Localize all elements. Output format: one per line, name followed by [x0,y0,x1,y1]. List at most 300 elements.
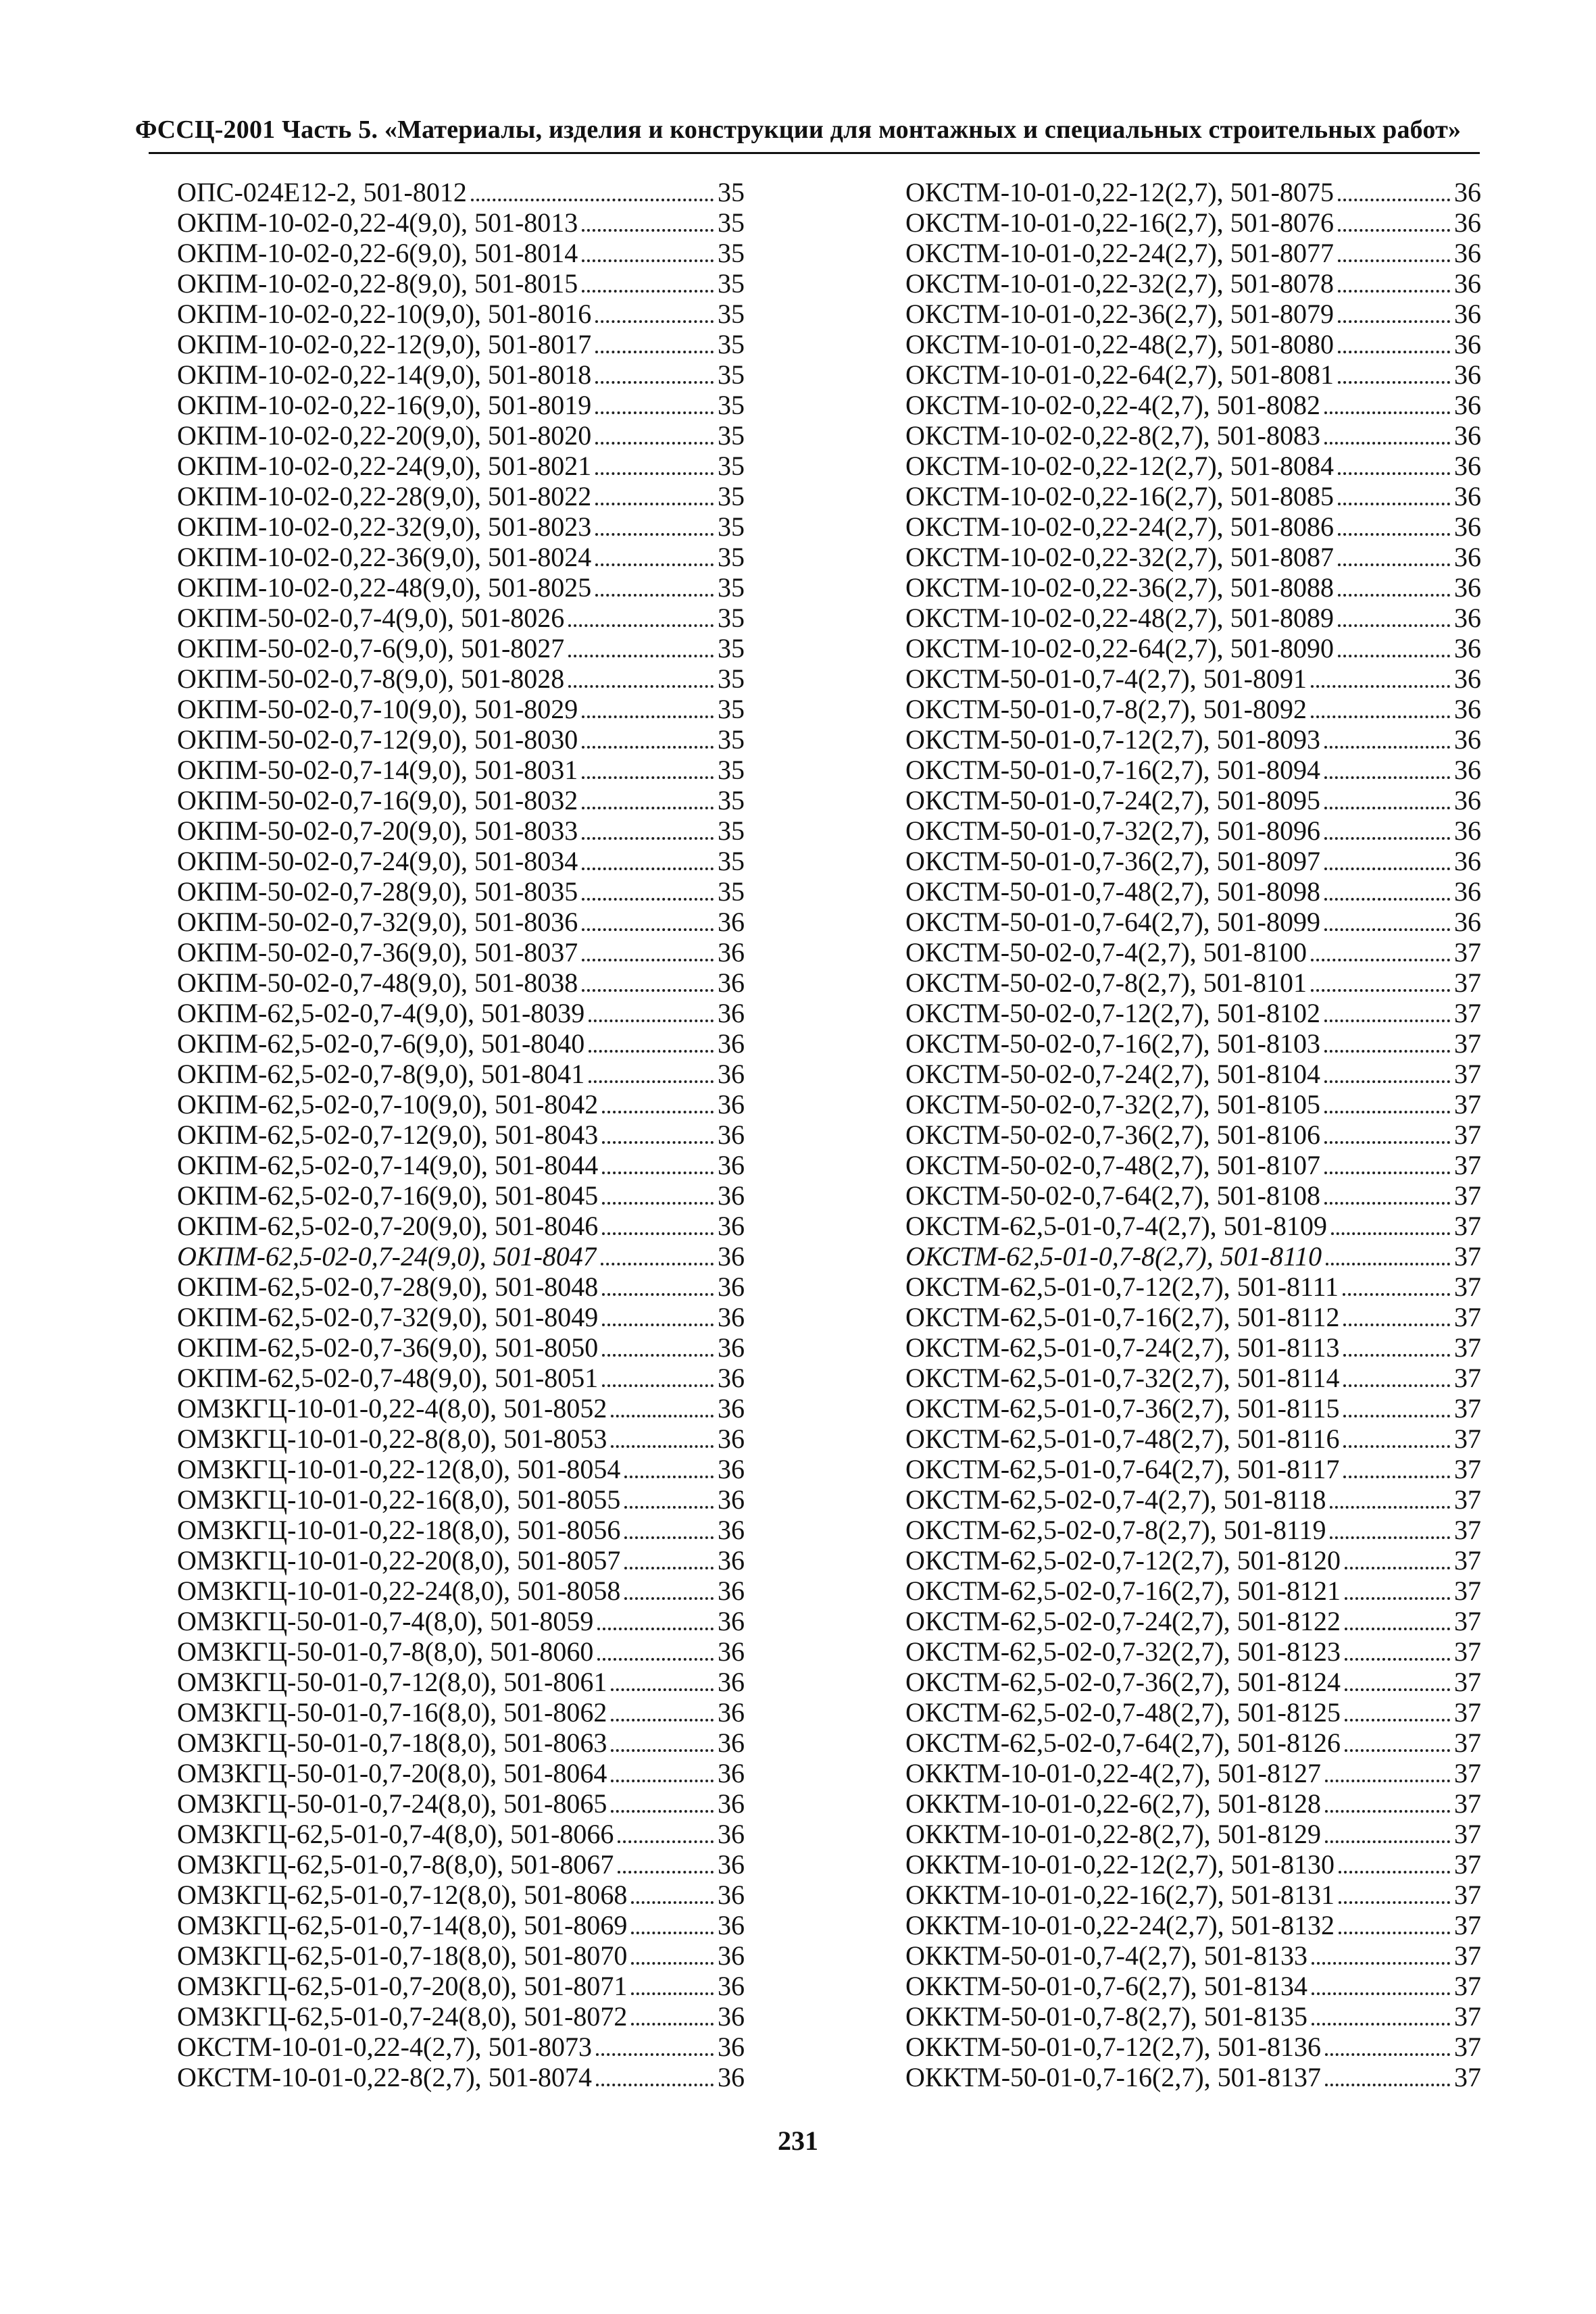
dot-leader [1325,1840,1450,1843]
dot-leader [1338,563,1450,566]
entry-page: 36 [1454,268,1481,299]
entry-page: 36 [718,1424,745,1454]
dot-leader [1345,1628,1450,1630]
entry-name: ОКСТМ-62,5-02-0,7-12(2,7), 501-8120 [905,1545,1341,1576]
index-entry [177,1454,745,1484]
entry-page: 35 [718,572,745,603]
entry-name: ОКСТМ-62,5-01-0,7-12(2,7), 501-8111 [905,1272,1339,1302]
entry-page: 37 [1454,1606,1481,1636]
dot-leader [582,867,714,870]
dot-leader [595,533,714,536]
entry-name: ОКПМ-62,5-02-0,7-32(9,0), 501-8049 [177,1302,599,1332]
dot-leader [1312,1962,1450,1965]
entry-page: 36 [1454,876,1481,907]
dot-leader [589,1020,714,1022]
entry-page: 36 [718,1788,745,1819]
entry-name: ОКСТМ-10-01-0,22-16(2,7), 501-8076 [905,207,1334,238]
entry-name: ОПС-024Е12-2, 501-8012 [177,177,467,207]
index-entry [177,1910,745,1940]
entry-name: ОКПМ-10-02-0,22-48(9,0), 501-8025 [177,572,592,603]
dot-leader [582,898,714,901]
entry-name: ОКСТМ-10-02-0,22-64(2,7), 501-8090 [905,633,1334,663]
entry-page: 36 [1454,694,1481,724]
entry-name: ОКСТМ-50-02-0,7-8(2,7), 501-8101 [905,967,1307,998]
index-entry [177,1028,745,1059]
entry-name: ОКПМ-62,5-02-0,7-10(9,0), 501-8042 [177,1089,599,1120]
entry-page: 36 [718,1302,745,1332]
dot-leader [1343,1354,1450,1357]
entry-page: 36 [1454,207,1481,238]
entry-name: ОКПМ-62,5-02-0,7-28(9,0), 501-8048 [177,1272,599,1302]
index-entry [905,1819,1481,1849]
dot-leader [602,1111,714,1113]
entry-name: ОКПМ-62,5-02-0,7-36(9,0), 501-8050 [177,1332,599,1363]
dot-leader [596,2053,714,2056]
entry-name: ОКПМ-10-02-0,22-16(9,0), 501-8019 [177,390,592,420]
entry-name: ОКСТМ-10-02-0,22-48(2,7), 501-8089 [905,603,1334,633]
entry-page: 36 [1454,907,1481,937]
index-entry [177,420,745,451]
entry-page: 36 [718,1667,745,1697]
entry-page: 36 [1454,633,1481,663]
dot-leader [1339,1901,1450,1904]
dot-leader [602,1232,714,1235]
entry-name: ОМЗКГЦ-50-01-0,7-4(8,0), 501-8059 [177,1606,594,1636]
entry-page: 37 [1454,1028,1481,1059]
dot-leader [611,1719,714,1721]
entry-page: 36 [718,1971,745,2001]
dot-leader [582,989,714,992]
entry-name: ОКПМ-50-02-0,7-32(9,0), 501-8036 [177,907,578,937]
index-entry [905,1545,1481,1576]
index-entry [177,1302,745,1332]
index-entry [177,603,745,633]
dot-leader [595,503,714,505]
dot-leader [1338,655,1450,657]
index-entry [177,359,745,390]
entry-name: ОКСТМ-62,5-01-0,7-32(2,7), 501-8114 [905,1363,1340,1393]
dot-leader [1330,1506,1450,1509]
index-entry [905,481,1481,511]
index-entry [177,177,745,207]
index-entry [177,2001,745,2032]
index-entry [905,1241,1481,1272]
entry-page: 37 [1454,1332,1481,1363]
entry-page: 36 [718,1484,745,1515]
entry-page: 35 [718,542,745,572]
index-entry [905,268,1481,299]
entry-name: ОКПМ-62,5-02-0,7-24(9,0), 501-8047 [177,1241,597,1272]
entry-name: ОКПМ-50-02-0,7-14(9,0), 501-8031 [177,755,578,785]
dot-leader [595,320,714,323]
index-entry [905,1393,1481,1424]
entry-page: 36 [1454,663,1481,694]
entry-name: ОМЗКГЦ-50-01-0,7-18(8,0), 501-8063 [177,1728,607,1758]
entry-name: ОКСТМ-10-01-0,22-32(2,7), 501-8078 [905,268,1334,299]
dot-leader [1345,1749,1450,1752]
index-entry [905,420,1481,451]
index-entry [177,1606,745,1636]
entry-page: 37 [1454,1120,1481,1150]
dot-leader [611,1780,714,1782]
entry-page: 37 [1454,1758,1481,1788]
entry-page: 35 [718,451,745,481]
entry-name: ОКПМ-50-02-0,7-24(9,0), 501-8034 [177,846,578,876]
index-entry [177,633,745,663]
entry-page: 35 [718,177,745,207]
entry-name: ОККТМ-50-01-0,7-16(2,7), 501-8137 [905,2062,1321,2092]
entry-name: ОКСТМ-62,5-01-0,7-24(2,7), 501-8113 [905,1332,1340,1363]
entry-page: 36 [718,1758,745,1788]
entry-page: 36 [718,967,745,998]
index-entry [905,603,1481,633]
entry-name: ОКСТМ-50-02-0,7-16(2,7), 501-8103 [905,1028,1320,1059]
index-entry [177,815,745,846]
entry-name: ОКСТМ-10-01-0,22-8(2,7), 501-8074 [177,2062,592,2092]
entry-name: ОМЗКГЦ-50-01-0,7-16(8,0), 501-8062 [177,1697,607,1728]
entry-name: ОКПМ-10-02-0,22-28(9,0), 501-8022 [177,481,592,511]
entry-page: 36 [718,1728,745,1758]
index-entry [177,2032,745,2062]
entry-name: ОКПМ-62,5-02-0,7-12(9,0), 501-8043 [177,1120,599,1150]
index-entry [905,1211,1481,1241]
entry-page: 36 [718,2032,745,2062]
index-entry [905,207,1481,238]
entry-page: 37 [1454,1241,1481,1272]
dot-leader [582,715,714,718]
entry-page: 35 [718,390,745,420]
entry-name: ОКСТМ-50-01-0,7-24(2,7), 501-8095 [905,785,1320,815]
entry-name: ОКСТМ-62,5-02-0,7-8(2,7), 501-8119 [905,1515,1326,1545]
entry-page: 36 [718,1272,745,1302]
entry-page: 36 [1454,238,1481,268]
entry-page: 36 [718,1363,745,1393]
dot-leader [1343,1476,1450,1478]
index-entry [905,755,1481,785]
entry-page: 36 [718,1241,745,1272]
entry-page: 37 [1454,1971,1481,2001]
entry-name: ОКСТМ-10-01-0,22-12(2,7), 501-8075 [905,177,1334,207]
index-entry [905,1576,1481,1606]
entry-name: ОКСТМ-10-02-0,22-8(2,7), 501-8083 [905,420,1320,451]
dot-leader [602,1141,714,1144]
entry-name: ОКПМ-10-02-0,22-12(9,0), 501-8017 [177,329,592,359]
index-entry [177,694,745,724]
dot-leader [1324,776,1450,779]
entry-name: ОКПМ-10-02-0,22-36(9,0), 501-8024 [177,542,592,572]
dot-leader [1345,1567,1450,1569]
entry-page: 35 [718,238,745,268]
entry-name: ОКПМ-50-02-0,7-36(9,0), 501-8037 [177,937,578,967]
entry-page: 37 [1454,1180,1481,1211]
dot-leader [611,1749,714,1752]
dot-leader [1311,989,1450,992]
entry-name: ОКПМ-10-02-0,22-32(9,0), 501-8023 [177,511,592,542]
index-entry [905,1272,1481,1302]
entry-page: 35 [718,663,745,694]
dot-leader [602,1202,714,1205]
dot-leader [589,1050,714,1053]
index-entry [905,1120,1481,1150]
dot-leader [1311,715,1450,718]
index-entry [905,1515,1481,1545]
entry-name: ОКСТМ-10-01-0,22-64(2,7), 501-8081 [905,359,1334,390]
dot-leader [582,776,714,779]
index-entry [177,1940,745,1971]
entry-page: 37 [1454,2001,1481,2032]
entry-name: ОКСТМ-10-02-0,22-4(2,7), 501-8082 [905,390,1320,420]
dot-leader [611,1688,714,1691]
index-entry [177,299,745,329]
entry-page: 35 [718,603,745,633]
entry-page: 36 [718,1910,745,1940]
entry-page: 36 [1454,572,1481,603]
entry-page: 37 [1454,1667,1481,1697]
index-entry [905,1454,1481,1484]
dot-leader [611,1810,714,1813]
index-entry [177,1758,745,1788]
entry-name: ОМЗКГЦ-62,5-01-0,7-20(8,0), 501-8071 [177,1971,628,2001]
entry-name: ОМЗКГЦ-62,5-01-0,7-12(8,0), 501-8068 [177,1880,628,1910]
entry-name: ОКСТМ-50-02-0,7-32(2,7), 501-8105 [905,1089,1320,1120]
dot-leader [1343,1445,1450,1448]
entry-page: 35 [718,815,745,846]
entry-page: 37 [1454,1302,1481,1332]
entry-page: 37 [1454,1150,1481,1180]
dot-leader [1325,1780,1450,1782]
entry-page: 37 [1454,1819,1481,1849]
entry-page: 36 [718,1332,745,1363]
entry-page: 36 [1454,755,1481,785]
dot-leader [1325,2053,1450,2056]
entry-name: ОКПМ-50-02-0,7-48(9,0), 501-8038 [177,967,578,998]
dot-leader [1324,867,1450,870]
dot-leader [1343,1293,1450,1296]
entry-name: ОКПМ-62,5-02-0,7-4(9,0), 501-8039 [177,998,585,1028]
entry-name: ОКПМ-10-02-0,22-4(9,0), 501-8013 [177,207,578,238]
entry-page: 36 [1454,359,1481,390]
entry-page: 37 [1454,1788,1481,1819]
dot-leader [1324,1050,1450,1053]
dot-leader [1331,1232,1450,1235]
entry-page: 36 [1454,815,1481,846]
entry-name: ОКСТМ-10-02-0,22-24(2,7), 501-8086 [905,511,1334,542]
index-entry [905,663,1481,694]
dot-leader [595,442,714,445]
dot-leader [1324,1141,1450,1144]
entry-page: 36 [718,1059,745,1089]
index-entry [177,1576,745,1606]
dot-leader [595,381,714,384]
entry-page: 36 [718,1089,745,1120]
entry-name: ОМЗКГЦ-10-01-0,22-12(8,0), 501-8054 [177,1454,621,1484]
index-entry [905,998,1481,1028]
entry-page: 37 [1454,1484,1481,1515]
dot-leader [602,1172,714,1174]
index-entry [905,572,1481,603]
index-entry [177,1667,745,1697]
dot-leader [595,472,714,475]
entry-page: 36 [718,1150,745,1180]
dot-leader [631,1932,714,1934]
dot-leader [582,290,714,293]
entry-name: ОКСТМ-50-01-0,7-4(2,7), 501-8091 [905,663,1307,694]
index-entry [905,1302,1481,1332]
entry-page: 36 [1454,724,1481,755]
entry-name: ОКСТМ-10-02-0,22-16(2,7), 501-8085 [905,481,1334,511]
entry-page: 36 [718,1849,745,1880]
entry-name: ОКСТМ-62,5-02-0,7-64(2,7), 501-8126 [905,1728,1341,1758]
entry-name: ОКСТМ-10-01-0,22-48(2,7), 501-8080 [905,329,1334,359]
index-entry [177,876,745,907]
entry-name: ОКСТМ-62,5-02-0,7-48(2,7), 501-8125 [905,1697,1341,1728]
entry-name: ОМЗКГЦ-62,5-01-0,7-8(8,0), 501-8067 [177,1849,614,1880]
index-entry [177,1819,745,1849]
index-entry [177,967,745,998]
index-entry [905,1484,1481,1515]
entry-name: ОКПМ-62,5-02-0,7-6(9,0), 501-8040 [177,1028,585,1059]
index-entry [905,1788,1481,1819]
index-entry [177,238,745,268]
entry-page: 37 [1454,1728,1481,1758]
dot-leader [1339,1932,1450,1934]
entry-name: ОКПМ-10-02-0,22-8(9,0), 501-8015 [177,268,578,299]
entry-page: 37 [1454,1424,1481,1454]
entry-name: ОКСТМ-50-01-0,7-8(2,7), 501-8092 [905,694,1307,724]
dot-leader [582,259,714,262]
entry-page: 36 [718,1606,745,1636]
index-entry [905,937,1481,967]
dot-leader [618,1871,714,1873]
entry-name: ОККТМ-10-01-0,22-8(2,7), 501-8129 [905,1819,1321,1849]
index-entry [177,1059,745,1089]
dot-leader [568,685,714,688]
index-entry [177,1363,745,1393]
entry-page: 36 [1454,329,1481,359]
page-number: 231 [778,2126,818,2156]
entry-name: ОКСТМ-62,5-02-0,7-16(2,7), 501-8121 [905,1576,1341,1606]
entry-page: 37 [1454,1545,1481,1576]
dot-leader [582,959,714,961]
dot-leader [602,1324,714,1326]
entry-page: 37 [1454,1059,1481,1089]
index-entry [177,268,745,299]
index-entry [905,2062,1481,2092]
entry-name: ОКПМ-62,5-02-0,7-14(9,0), 501-8044 [177,1150,599,1180]
dot-leader [471,199,714,201]
entry-name: ОКСТМ-62,5-02-0,7-36(2,7), 501-8124 [905,1667,1341,1697]
entry-name: ОКСТМ-50-01-0,7-16(2,7), 501-8094 [905,755,1320,785]
entry-name: ОКСТМ-10-02-0,22-32(2,7), 501-8087 [905,542,1334,572]
dot-leader [624,1506,714,1509]
entry-name: ОККТМ-10-01-0,22-16(2,7), 501-8131 [905,1880,1335,1910]
dot-leader [1338,320,1450,323]
dot-leader [1324,411,1450,414]
entry-name: ОКПМ-50-02-0,7-8(9,0), 501-8028 [177,663,565,694]
entry-page: 37 [1454,937,1481,967]
dot-leader [1324,442,1450,445]
index-entry [177,1241,745,1272]
dot-leader [1338,229,1450,232]
dot-leader [1338,199,1450,201]
dot-leader [582,746,714,749]
entry-page: 37 [1454,1454,1481,1484]
entry-page: 37 [1454,2062,1481,2092]
index-entry [905,1636,1481,1667]
index-entry [905,1849,1481,1880]
index-column-left [177,177,745,2092]
entry-name: ОКПМ-10-02-0,22-6(9,0), 501-8014 [177,238,578,268]
running-header: ФССЦ-2001 Часть 5. «Материалы, изделия и конструкции для монтажных и специальных строительных работ» [134,116,1462,144]
entry-page: 36 [718,998,745,1028]
dot-leader [582,837,714,840]
index-entry [905,511,1481,542]
index-entry [177,785,745,815]
index-entry [905,1424,1481,1454]
entry-name: ОКСТМ-62,5-01-0,7-64(2,7), 501-8117 [905,1454,1340,1484]
entry-page: 36 [718,1880,745,1910]
entry-page: 37 [1454,967,1481,998]
entry-page: 35 [718,359,745,390]
dot-leader [602,1354,714,1357]
dot-leader [624,1536,714,1539]
dot-leader [1339,1871,1450,1873]
index-entry [177,1515,745,1545]
entry-page: 35 [718,511,745,542]
index-entry [177,1424,745,1454]
dot-leader [589,1080,714,1083]
entry-page: 36 [718,1028,745,1059]
index-entry [905,1180,1481,1211]
index-entry [905,1606,1481,1636]
dot-leader [582,928,714,931]
dot-leader [582,229,714,232]
entry-name: ОККТМ-50-01-0,7-8(2,7), 501-8135 [905,2001,1307,2032]
entry-name: ОМЗКГЦ-62,5-01-0,7-4(8,0), 501-8066 [177,1819,614,1849]
entry-name: ОКСТМ-10-02-0,22-36(2,7), 501-8088 [905,572,1334,603]
index-entry [905,177,1481,207]
entry-page: 36 [1454,451,1481,481]
entry-page: 37 [1454,2032,1481,2062]
entry-name: ОКСТМ-10-02-0,22-12(2,7), 501-8084 [905,451,1334,481]
entry-name: ОМЗКГЦ-10-01-0,22-18(8,0), 501-8056 [177,1515,621,1545]
entry-page: 35 [718,268,745,299]
entry-name: ОМЗКГЦ-10-01-0,22-8(8,0), 501-8053 [177,1424,607,1454]
entry-name: ОККТМ-10-01-0,22-12(2,7), 501-8130 [905,1849,1335,1880]
dot-leader [1324,1020,1450,1022]
entry-page: 36 [1454,542,1481,572]
entry-page: 36 [718,1120,745,1150]
dot-leader [1345,1688,1450,1691]
index-entry [905,1028,1481,1059]
entry-name: ОККТМ-10-01-0,22-4(2,7), 501-8127 [905,1758,1321,1788]
index-entry [177,572,745,603]
dot-leader [1312,1992,1450,1995]
entry-name: ОКСТМ-62,5-01-0,7-48(2,7), 501-8116 [905,1424,1340,1454]
entry-name: ОКСТМ-50-01-0,7-32(2,7), 501-8096 [905,815,1320,846]
entry-name: ОКСТМ-62,5-02-0,7-4(2,7), 501-8118 [905,1484,1326,1515]
dot-leader [595,411,714,414]
dot-leader [1338,351,1450,353]
entry-page: 36 [718,1576,745,1606]
dot-leader [1324,807,1450,809]
entry-page: 37 [1454,1576,1481,1606]
entry-name: ОКСТМ-62,5-01-0,7-8(2,7), 501-8110 [905,1241,1322,1272]
index-entry [905,633,1481,663]
entry-page: 35 [718,299,745,329]
entry-name: ОКПМ-62,5-02-0,7-16(9,0), 501-8045 [177,1180,599,1211]
dot-leader [1338,594,1450,597]
